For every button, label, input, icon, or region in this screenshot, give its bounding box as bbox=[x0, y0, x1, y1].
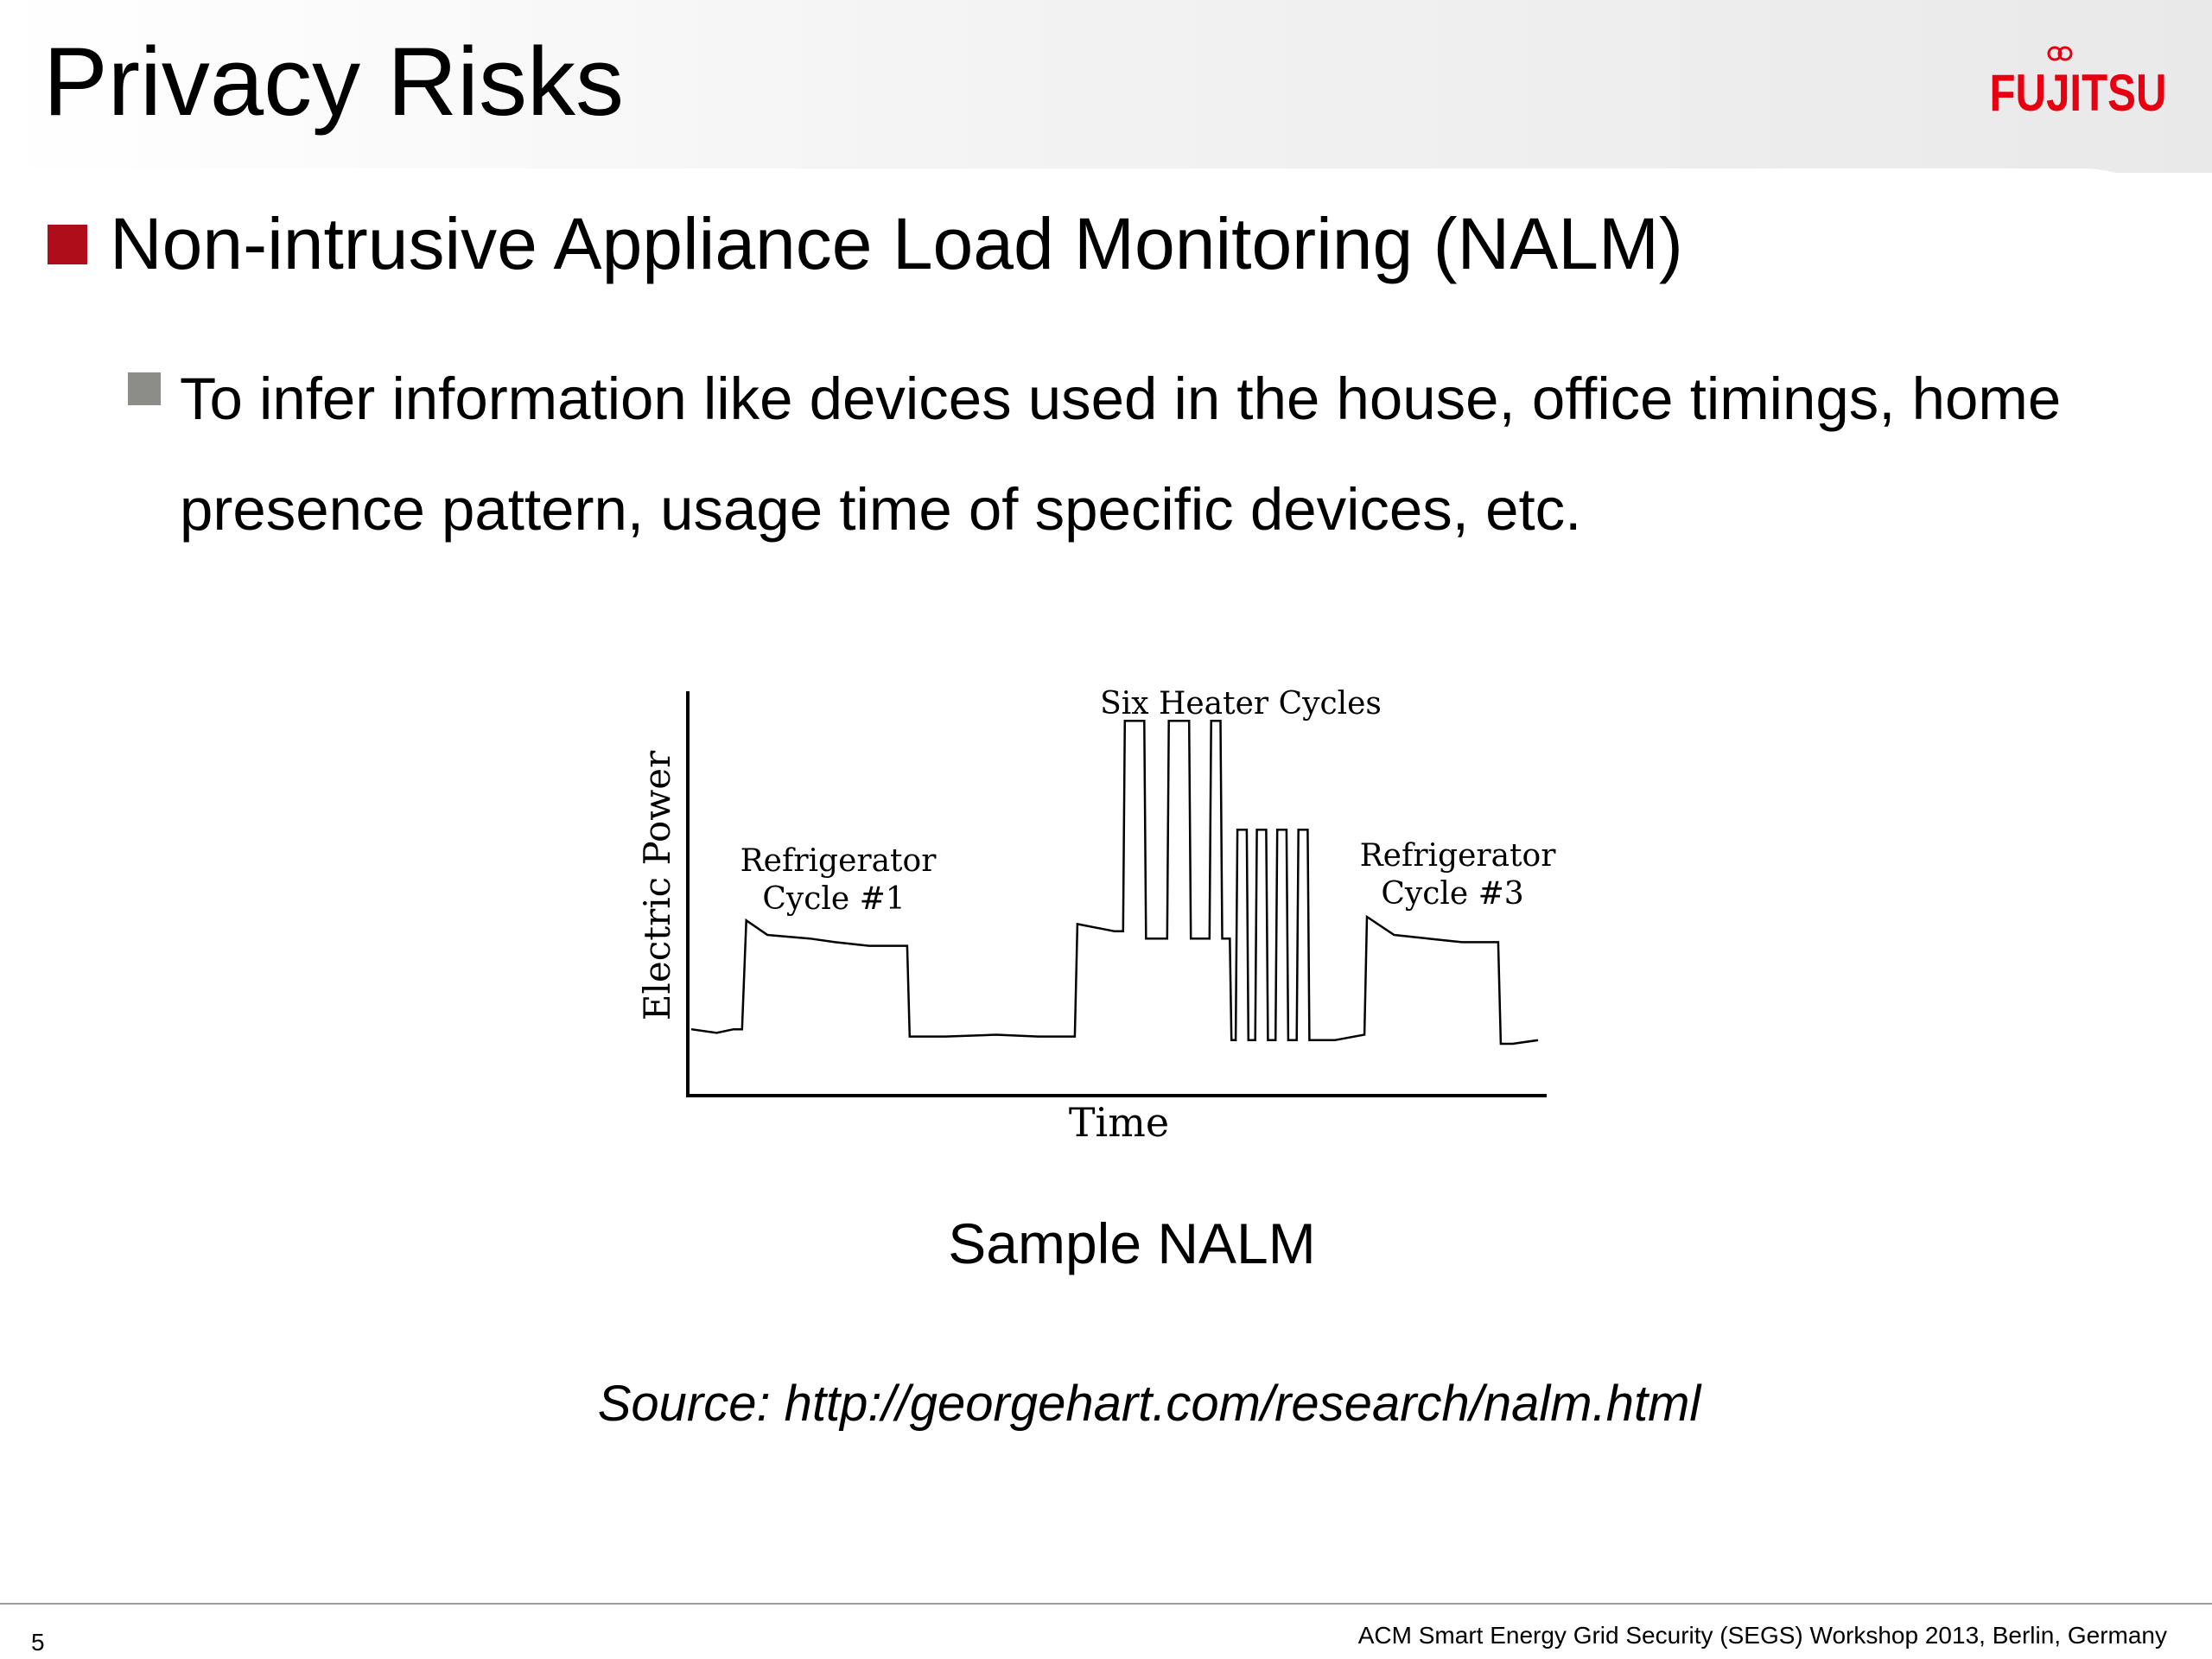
page-number: 5 bbox=[31, 1629, 45, 1656]
annotation-refrigerator-3-line2: Cycle #3 bbox=[1381, 876, 1524, 912]
footer-text: ACM Smart Energy Grid Security (SEGS) Workshop 2013, Berlin, Germany bbox=[1357, 1622, 2167, 1649]
fujitsu-logo bbox=[1979, 43, 2177, 147]
sub-bullet-square-icon bbox=[128, 372, 161, 405]
nalm-chart bbox=[631, 674, 1581, 1158]
figure-source: Source: http://georgehart.com/research/nalm.html bbox=[597, 1376, 1701, 1432]
logo-wordmark: FUJITSU bbox=[1989, 64, 2167, 122]
footer-divider bbox=[0, 1603, 2212, 1605]
bullet-level-1: Non-intrusive Appliance Load Monitoring (NALM) bbox=[110, 203, 1683, 284]
annotation-refrigerator-1-line1: Refrigerator bbox=[740, 843, 937, 879]
y-axis-label: Electric Power bbox=[636, 750, 678, 1021]
x-axis-label: Time bbox=[1068, 1099, 1170, 1146]
annotation-refrigerator-3-line1: Refrigerator bbox=[1359, 838, 1556, 874]
annotation-heater-cycles: Six Heater Cycles bbox=[1100, 686, 1382, 721]
figure-caption: Sample NALM bbox=[948, 1211, 1316, 1275]
bullet-square-icon bbox=[48, 225, 87, 264]
bullet-level-2: To infer information like devices used in the house, office timings, home presence pattern, usage time of specific devices, etc. bbox=[180, 365, 2062, 543]
slide-title: Privacy Risks bbox=[43, 28, 625, 136]
annotation-refrigerator-1-line2: Cycle #1 bbox=[762, 881, 906, 917]
